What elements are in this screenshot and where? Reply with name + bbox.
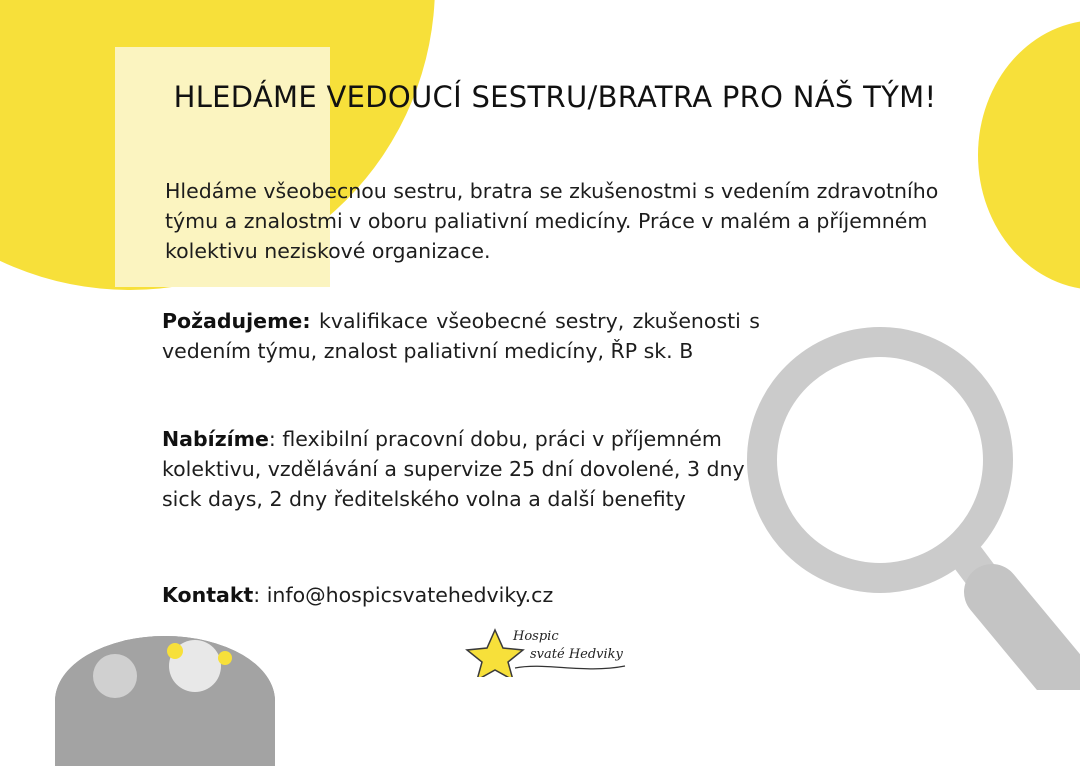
offer-section bbox=[162, 424, 762, 514]
offer-text: : flexibilní pracovní dobu, práci v příjemném kolektivu, vzdělávání a supervize 25 dní dovolené, 3 dny sick days, 2 dny ředitelského volna a další benefity bbox=[162, 427, 745, 511]
hospic-logo bbox=[455, 622, 635, 677]
logo-text-line1: Hospic bbox=[513, 629, 559, 644]
team-photo bbox=[55, 636, 275, 766]
intro-text: Hledáme všeobecnou sestru, bratra se zkušenostmi s vedením zdravotního týmu a znalostmi v oboru paliativní medicíny. Práce v malém a příjemném kolektivu neziskové organizace. bbox=[165, 179, 939, 263]
requirements-text: kvalifikace všeobecné sestry, zkušenosti s vedením týmu, znalost paliativní medicíny, ŘP sk. B bbox=[162, 309, 760, 363]
requirements-section bbox=[162, 306, 760, 366]
contact-label: Kontakt bbox=[162, 583, 254, 607]
requirements-label: Požadujeme: bbox=[162, 309, 311, 333]
page-title: HLEDÁME VEDOUCÍ SESTRU/BRATRA PRO NÁŠ TÝM! bbox=[173, 80, 937, 114]
contact-email: : info@hospicsvatehedviky.cz bbox=[253, 583, 554, 607]
logo-text-line2: svaté Hedviky bbox=[530, 647, 623, 662]
magnifying-glass-icon bbox=[730, 300, 1080, 690]
contact-section bbox=[162, 580, 762, 610]
offer-label: Nabízíme bbox=[162, 427, 269, 451]
